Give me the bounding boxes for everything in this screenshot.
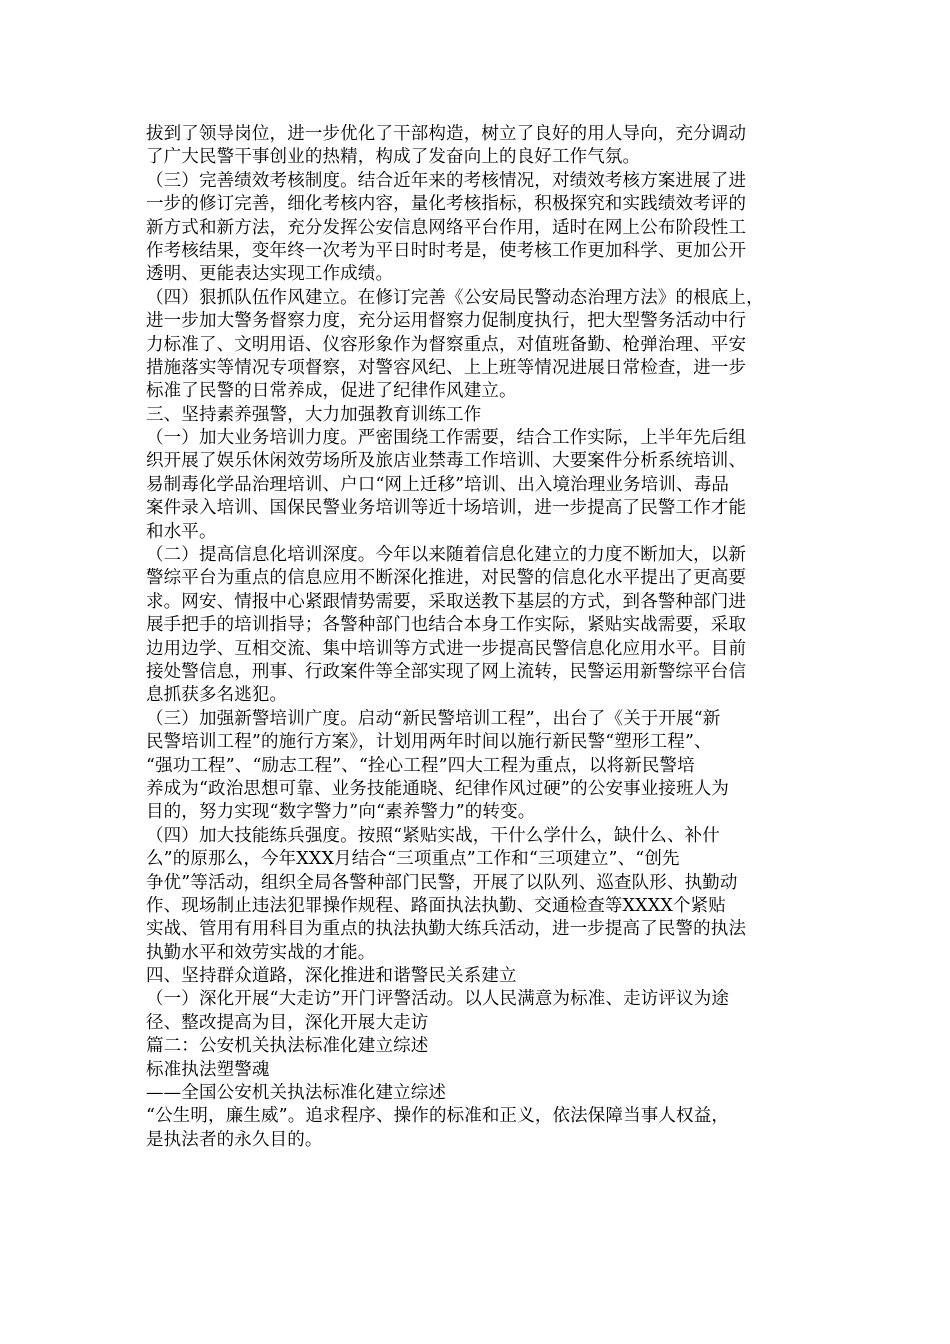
text-line: 标准了民警的日常养成，促进了纪律作风建立。 (146, 381, 517, 402)
text-line: 求。网安、情报中心紧跟情势需要，采取送教下基层的方式，到各警种部门进 (146, 591, 747, 612)
text-line: “强功工程”、“励志工程”、“拴心工程”四大工程为重点，以将新民警培 (146, 755, 695, 776)
text-line: （一）加大业务培训力度。严密围绕工作需要，结合工作实际，上半年先后组 (146, 428, 747, 449)
article-title: 篇二：公安机关执法标准化建立综述 (146, 1036, 429, 1057)
text-line: 径、整改提高为目，深化开展大走访 (146, 1012, 429, 1033)
text-line: （二）提高信息化培训深度。今年以来随着信息化建立的力度不断加大，以新 (146, 545, 747, 566)
text-line: 实战、管用有用科目为重点的执法执勤大练兵活动，进一步提高了民警的执法 (146, 919, 747, 940)
text-line: “公生明，廉生威”。追求程序、操作的标准和正义，依法保障当事人权益， (146, 1106, 729, 1127)
text-line: 执勤水平和效劳实战的才能。 (146, 942, 376, 963)
text-line: （三）加强新警培训广度。启动“新民警培训工程”，出台了《关于开展“新 (146, 708, 721, 729)
text-line: 是执法者的永久目的。 (146, 1129, 323, 1150)
text-line: 展手把手的培训指导；各警种部门也结合本身工作实际，紧贴实战需要，采取 (146, 615, 747, 636)
section-heading: 四、坚持群众道路，深化推进和谐警民关系建立 (146, 966, 517, 987)
text-line: （四）加大技能练兵强度。按照“紧贴实战，干什么学什么，缺什么、补什 (146, 825, 720, 846)
text-line: 一步的修订完善，细化考核内容，量化考核指标，积极探究和实践绩效考评的 (146, 194, 747, 215)
text-line: 养成为“政治思想可靠、业务技能通晓、纪律作风过硬”的公安事业接班人为 (146, 778, 729, 799)
text-line: 么”的原那么，今年XXX月结合“三项重点”工作和“三项建立”、“创先 (146, 849, 680, 870)
text-line: （三）完善绩效考核制度。结合近年来的考核情况，对绩效考核方案进展了进 (146, 170, 747, 191)
text-line: 措施落实等情况专项督察，对警容风纪、上上班等情况进展日常检查，进一步 (146, 357, 747, 378)
text-line: 和水平。 (146, 521, 217, 542)
text-line: 作考核结果，变年终一次考为平日时时考是，使考核工作更加科学、更加公开 (146, 240, 747, 261)
text-line: 目的，努力实现“数字警力”向“素养警力”的转变。 (146, 802, 536, 823)
text-line: 民警培训工程”的施行方案》，计划用两年时间以施行新民警“塑形工程”、 (146, 732, 712, 753)
text-line: 边用边学、互相交流、集中培训等方式进一步提高民警信息化应用水平。目前 (146, 638, 747, 659)
text-line: 息抓获多名逃犯。 (146, 685, 288, 706)
text-line: 接处警信息，刑事、行政案件等全部实现了网上流转，民警运用新警综平台信 (146, 661, 747, 682)
text-line: 案件录入培训、国保民警业务培训等近十场培训，进一步提高了民警工作才能 (146, 498, 747, 519)
text-line: 易制毒化学品治理培训、户口“网上迁移”培训、出入境治理业务培训、毒品 (146, 474, 729, 495)
text-line: 透明、更能表达实现工作成绩。 (146, 264, 394, 285)
text-line: 新方式和新方法，充分发挥公安信息网络平台作用，适时在网上公布阶段性工 (146, 217, 747, 238)
text-line: 警综平台为重点的信息应用不断深化推进，对民警的信息化水平提出了更高要 (146, 568, 747, 589)
text-line: 了广大民警干事创业的热精，构成了发奋向上的良好工作气氛。 (146, 147, 641, 168)
text-line: 拔到了领导岗位，进一步优化了干部构造，树立了良好的用人导向，充分调动 (146, 124, 747, 144)
text-line: 进一步加大警务督察力度，充分运用督察力促制度执行，把大型警务活动中行 (146, 311, 747, 332)
text-line: 织开展了娱乐休闲效劳场所及旅店业禁毒工作培训、大要案件分析系统培训、 (146, 451, 747, 472)
text-line: 力标准了、文明用语、仪容形象作为督察重点，对值班备勤、枪弹治理、平安 (146, 334, 747, 355)
text-line: 争优”等活动，组织全局各警种部门民警，开展了以队列、巡查队形、执勤动 (146, 872, 738, 893)
section-heading: 三、坚持素养强警，大力加强教育训练工作 (146, 404, 482, 425)
article-subtitle: ——全国公安机关执法标准化建立综述 (146, 1083, 447, 1104)
text-line: （四）狠抓队伍作风建立。在修订完善《公安局民警动态治理方法》的根底上， (146, 287, 764, 308)
document-body (146, 123, 806, 1152)
article-headline: 标准执法塑警魂 (146, 1059, 270, 1080)
text-line: （一）深化开展“大走访”开门评警活动。以人民满意为标准、走访评议为途 (146, 989, 729, 1010)
text-line: 作、现场制止违法犯罪操作规程、路面执法执勤、交通检查等XXXX个紧贴 (146, 895, 726, 916)
